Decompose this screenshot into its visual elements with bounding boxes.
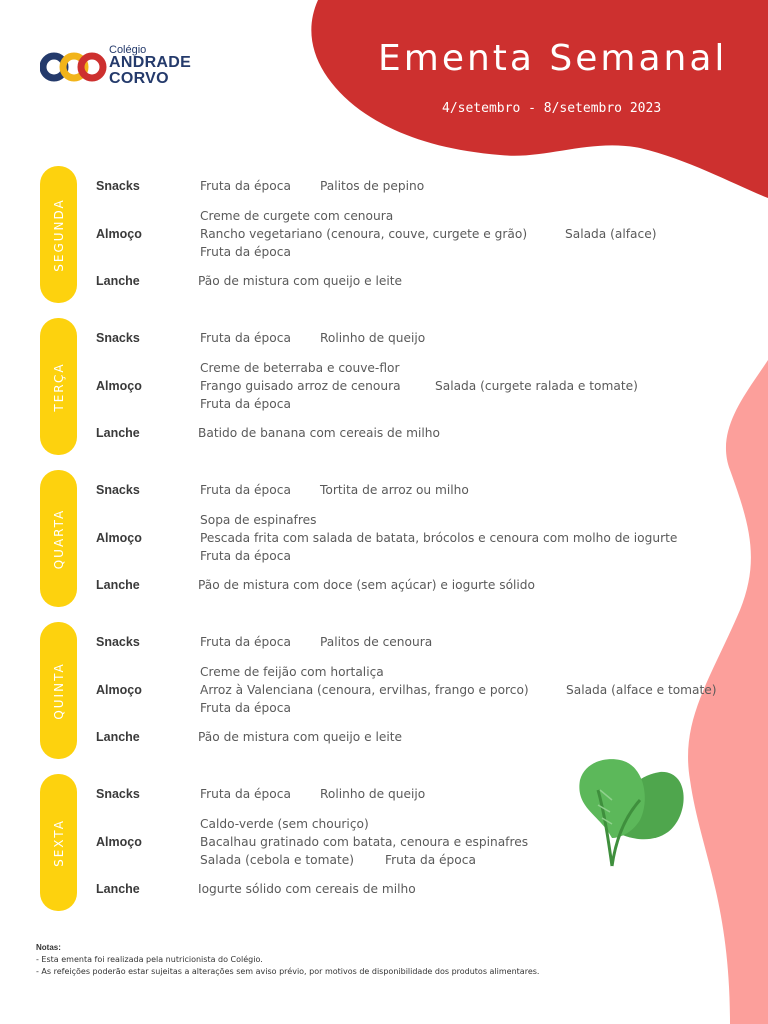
logo-subtitle: Colégio: [109, 44, 147, 56]
lunch-item: Salada (alface e tomate): [566, 683, 717, 697]
lunch-item: Fruta da época: [200, 701, 291, 715]
lunch-item: Rancho vegetariano (cenoura, couve, curgete e grão): [200, 227, 528, 241]
meal-label-snacks: Snacks: [96, 635, 140, 649]
note-line: - Esta ementa foi realizada pela nutricionista do Colégio.: [36, 955, 263, 964]
meal-label-snacks: Snacks: [96, 331, 140, 345]
snack-item: Palitos de pepino: [320, 179, 425, 193]
day-pill-quinta: [40, 622, 77, 759]
meal-label-almoco: Almoço: [96, 835, 142, 849]
meal-label-lanche: Lanche: [96, 882, 140, 896]
red-blob: [311, 0, 768, 198]
day-name: QUARTA: [51, 508, 66, 569]
lanche-item: Pão de mistura com queijo e leite: [198, 274, 403, 288]
lunch-item: Frango guisado arroz de cenoura: [200, 379, 401, 393]
lunch-item: Sopa de espinafres: [200, 513, 317, 527]
lunch-item: Creme de beterraba e couve-flor: [200, 361, 400, 375]
meal-label-lanche: Lanche: [96, 730, 140, 744]
day-name: SEGUNDA: [51, 197, 66, 272]
day-pill-terça: [40, 318, 77, 455]
lanche-item: Pão de mistura com doce (sem açúcar) e iogurte sólido: [198, 578, 536, 592]
day-pill-sexta: [40, 774, 77, 911]
snack-item: Fruta da época: [200, 483, 291, 497]
page-title: Ementa Semanal: [378, 38, 728, 79]
meal-label-snacks: Snacks: [96, 483, 140, 497]
snack-item: Rolinho de queijo: [320, 787, 426, 801]
lunch-item: Salada (alface): [565, 227, 657, 241]
meal-label-lanche: Lanche: [96, 426, 140, 440]
lunch-item: Fruta da época: [385, 853, 476, 867]
lanche-item: Pão de mistura com queijo e leite: [198, 730, 403, 744]
meal-label-almoco: Almoço: [96, 531, 142, 545]
meal-label-snacks: Snacks: [96, 787, 140, 801]
snack-item: Fruta da época: [200, 787, 291, 801]
spinach-leaf-icon: [579, 759, 683, 866]
day-name: TERÇA: [51, 361, 66, 412]
day-name: SEXTA: [51, 818, 66, 867]
meal-label-lanche: Lanche: [96, 274, 140, 288]
snack-item: Fruta da época: [200, 179, 291, 193]
snack-item: Palitos de cenoura: [320, 635, 433, 649]
day-pill-quarta: [40, 470, 77, 607]
lunch-item: Creme de feijão com hortaliça: [200, 665, 384, 679]
lanche-item: Batido de banana com cereais de milho: [198, 426, 440, 440]
meal-label-lanche: Lanche: [96, 578, 140, 592]
lunch-item: Salada (curgete ralada e tomate): [435, 379, 638, 393]
date-range: 4/setembro - 8/setembro 2023: [442, 101, 662, 116]
notes-title: Notas:: [36, 943, 61, 952]
lunch-item: Arroz à Valenciana (cenoura, ervilhas, frango e porco): [200, 683, 529, 697]
logo-name: ANDRADE CORVO: [109, 54, 192, 87]
lunch-item: Fruta da época: [200, 245, 291, 259]
snack-item: Tortita de arroz ou milho: [320, 483, 469, 497]
meal-label-almoco: Almoço: [96, 227, 142, 241]
day-pill-segunda: [40, 166, 77, 303]
lunch-item: Pescada frita com salada de batata, brócolos e cenoura com molho de iogurte: [200, 531, 678, 545]
meal-label-snacks: Snacks: [96, 179, 140, 193]
snack-item: Fruta da época: [200, 635, 291, 649]
meal-label-almoco: Almoço: [96, 683, 142, 697]
notes: [36, 942, 539, 978]
lanche-item: Iogurte sólido com cereais de milho: [198, 882, 416, 896]
day-name: QUINTA: [51, 661, 66, 720]
lunch-item: Caldo-verde (sem chouriço): [200, 817, 369, 831]
lunch-item: Creme de curgete com cenoura: [200, 209, 394, 223]
meal-label-almoco: Almoço: [96, 379, 142, 393]
lunch-item: Fruta da época: [200, 397, 291, 411]
lunch-item: Salada (cebola e tomate): [200, 853, 354, 867]
note-line: - As refeições poderão estar sujeitas a alterações sem aviso prévio, por motivos de disponibilidade dos produtos alimentares.: [36, 967, 540, 976]
lunch-item: Bacalhau gratinado com batata, cenoura e espinafres: [200, 835, 529, 849]
snack-item: Rolinho de queijo: [320, 331, 426, 345]
lunch-item: Fruta da época: [200, 549, 291, 563]
snack-item: Fruta da época: [200, 331, 291, 345]
